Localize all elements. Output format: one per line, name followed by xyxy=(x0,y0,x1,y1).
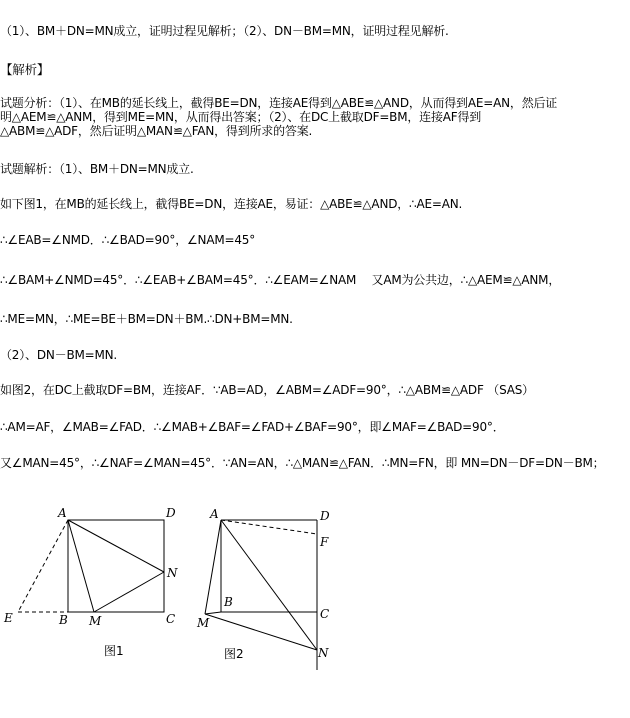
fig2-label-c: C xyxy=(320,607,330,621)
solution-line-3: ∴∠EAB=∠NMD．∴∠BAD=90°，∠NAM=45° xyxy=(0,233,256,247)
fig2-dashed-af xyxy=(221,520,317,534)
solution-line-1: 试题解析：（1）、BM＋DN=MN成立. xyxy=(0,162,194,176)
solution-line-8: ∴AM=AF，∠MAB=∠FAD．∴∠MAB+∠BAF=∠FAD+∠BAF=90°，即∠MAF=∠BAD=90°． xyxy=(0,420,505,434)
figure-2-labels xyxy=(196,507,330,661)
fig2-caption: 图2 xyxy=(224,647,244,661)
fig1-dashed-ae xyxy=(18,520,68,612)
fig2-segment-an xyxy=(221,520,317,650)
figure-1-labels xyxy=(3,506,178,658)
solution-line-9: 又∠MAN=45°，∴∠NAF=∠MAN=45°．∵AN=AN，∴△MAN≌△FAN．∴MN=FN，即 MN=DN－DF=DN－BM； xyxy=(0,456,605,470)
solution-line-7: 如图2，在DC上截取DF=BM，连接AF．∵AB=AD，∠ABM=∠ADF=90°，∴△ABM≌△ADF （SAS） xyxy=(0,383,534,397)
fig1-segment-am xyxy=(68,520,94,612)
geometry-figures xyxy=(0,500,630,718)
fig1-caption: 图1 xyxy=(104,644,124,658)
solution-line-2: 如下图1，在MB的延长线上，截得BE=DN，连接AE，易证：△ABE≌△AND，∴AE=AN. xyxy=(0,197,463,211)
fig1-label-a: A xyxy=(58,506,67,520)
fig2-label-b: B xyxy=(224,595,233,609)
solution-line-4: ∴∠BAM+∠NMD=45°．∴∠EAB+∠BAM=45°．∴∠EAM=∠NAM 又AM为公共边，∴△AEM≌△ANM， xyxy=(0,273,561,287)
analysis-line-1: 试题分析：（1）、在MB的延长线上，截得BE=DN，连接AE得到△ABE≌△AND，从而得到AE=AN，然后证 xyxy=(0,96,558,110)
solution-line-5: ∴ME=MN，∴ME=BE＋BM=DN＋BM.∴DN+BM=MN. xyxy=(0,312,293,326)
fig1-label-d: D xyxy=(166,506,176,520)
fig2-label-a: A xyxy=(210,507,219,521)
fig2-label-m: M xyxy=(197,616,210,630)
fig2-label-f: F xyxy=(320,535,329,549)
fig1-label-c: C xyxy=(166,612,176,626)
solution-line-6: （2）、DN－BM=MN. xyxy=(0,348,118,362)
analysis-line-3: △ABM≌△ADF，然后证明△MAN≌△FAN，得到所求的答案. xyxy=(0,124,313,138)
fig2-label-d: D xyxy=(320,509,330,523)
figure-1 xyxy=(18,520,164,612)
analysis-heading: 【解析】 xyxy=(0,62,50,77)
analysis-line-2: 明△AEM≌△ANM，得到ME=MN，从而得出答案；（2）、在DC上截取DF=BM，连接AF得到 xyxy=(0,110,482,124)
answer-line: （1）、BM＋DN=MN成立，证明过程见解析；（2）、DN－BM=MN，证明过程见解析. xyxy=(0,24,449,38)
fig1-label-b: B xyxy=(59,613,68,627)
fig1-segment-an xyxy=(68,520,164,572)
fig2-segment-am xyxy=(205,520,221,614)
fig2-segment-mn xyxy=(205,614,317,650)
fig2-label-n: N xyxy=(318,646,329,660)
fig1-label-m: M xyxy=(89,614,102,628)
fig1-label-e: E xyxy=(4,611,13,625)
fig1-square xyxy=(68,520,164,612)
fig1-label-n: N xyxy=(167,566,178,580)
fig1-segment-mn xyxy=(94,572,164,612)
figure-2 xyxy=(205,520,317,670)
fig2-segment-mb xyxy=(205,612,221,614)
